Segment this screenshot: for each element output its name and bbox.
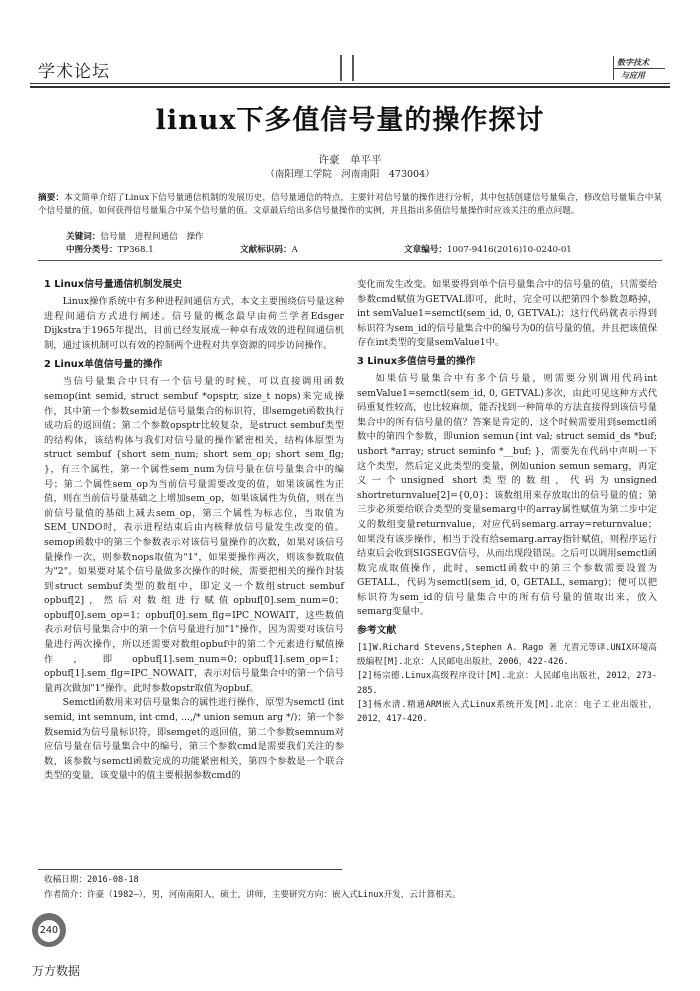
article-number-value: 1007-9416(2016)10-0240-01 [446,245,572,255]
journal-section-title: 学术论坛 [38,62,110,82]
paragraph: Linux操作系统中有多种进程间通信方式，本文主要围绕信号量这种进程间通信方式进行阐述。信号量的概念最早由荷兰学者Edsger Dijkstra于1965年提出，目前已经发展成一种卓有成效的进程间通信机制，通过该机制可以有效的控制两个进程对共享资源的同步访问操作。 [44,296,344,351]
paragraph: 变化而发生改变。如果要得到单个信号量集合中的信号量的值，只需要给参数cmd赋值为GETVAL即可，此时，完全可以把第四个参数忽略掉，int semValue1=semctl(sem_id, 0, GETVAL)；这行代码就表示得到标识符为sem_id的信号量集合中的编号为0的信号量的值，并且把该值保存在int类型的变量semValue1中。 [357,279,657,349]
doc-code [240,243,298,255]
page-number-badge [32,913,66,947]
abstract-rule [38,260,662,261]
section-heading-3: 3 Linux多值信号量的操作 [357,355,476,367]
reference-item: [2]杨宗德.Linux高级程序设计[M].北京：人民邮电出版社，2012，273-285. [357,671,657,696]
paragraph: Semctl函数用来对信号量集合的属性进行操作，原型为semctl (int semid, int semnum, int cmd, ...,/* union semun arg */)；第一个参数semid为信号量标识符，即semget的返回值，第二个参数semnum对应信号量在信号量集合中的编号，第三个参数cmd是需要我们关注的参数，该参数与semctl函数完成的功能紧密相关，第四个参数是一个联合类型的变量，该变量中的值主要根据参数cmd的 [44,697,344,782]
article-affiliation: （南阳理工学院 河南南阳 473004） [265,169,435,180]
header-rule-thick [30,86,670,88]
reference-item: [3]杨水清.精通ARM嵌入式Linux系统开发[M].北京：电子工业出版社，2012，417-420. [357,699,657,725]
doc-code-label: 文献标识码： [240,245,292,255]
abstract-block [38,192,662,217]
footnote-rule [38,869,342,870]
keywords-text: 信号量 进程间通信 操作 [100,232,204,242]
section-heading-1: 1 Linux信号量通信机制发展史 [44,279,183,290]
section-heading-2: 2 Linux单值信号量的操作 [44,359,163,371]
abstract-text: 本文简单介绍了Linux下信号量通信机制的发展历史，信号量通信的特点，主要针对信号量的操作进行分析，其中包括创建信号量集合，修改信号量集合中某个信号量的值，如何获得信号量集合中某个信号量的值。文章最后给出多信号量操作的实例，并且指出多值信号量操作时应该关注的重点问题。 [38,193,662,216]
references-heading: 参考文献 [357,625,397,637]
article-title: linux下多值信号量的操作探讨 [155,105,545,136]
page-number: 240 [38,920,60,942]
journal-logo [605,56,669,82]
article-number [404,243,572,255]
journal-logo-line2: 与应用 [621,71,645,80]
clc-number [66,243,154,255]
clc-value: TP368.1 [117,245,154,255]
header-divider-bars [336,55,360,81]
abstract-label: 摘要： [38,193,65,203]
left-column [44,278,344,784]
article-authors: 许豪 单平平 [318,154,382,166]
reference-item: [1]W.Richard Stevens,Stephen A. Rago 著 尤晋元等译.UNIX环境高级编程[M].北京：人民邮电出版社，2006，422-426. [357,643,657,668]
journal-logo-line1: 数字技术 [617,58,649,67]
paragraph: 当信号量集合中只有一个信号量的时候，可以直接调用函数semop(int semid, struct sembuf *opsptr, size_t nops)来完成操作，其中第一个参数semid是信号量集合的标识符，即semget函数执行成功后的返回值；第二个参数opsptr比较复杂，是struct sembuf类型的结构体，该结构体与我们对信号量的操作紧密相关，结构体原型为struct sembuf {short sem_num; short sem_op; short sem_flg; }，有三个属性，第一个属性sem_num为信号量在信号量集合中的编号；第二个属性sem_op为当前信号量需要改变的值，如果该属性为正值，则在当前信号量基础之上增加sem_op，如果该属性为负值，则在当前信号量值的基础上减去sem_op，第三个属性为标志位，当取值为SEM_UNDO时，表示进程结束后由内核释放信号量发生改变的值。semop函数中的第三个参数表示对该信号量操作的次数，如果对该信号量操作一次，则参数nops取值为"1"，如果要操作两次，则该参数取值为"2"。如果要对某个信号量做多次操作的时候，需要把相关的操作封装到struct sembuf类型的数组中，即定义一个数组struct sembuf opbuf[2]，然后对数组进行赋值opbuf[0].sem_num=0；opbuf[0].sem_op=1；opbuf[0].sem_flg=IPC_NOWAIT，这些数值表示对信号量集合中的第一个信号量进行加"1"操作，因为需要对该信号量进行两次操作，所以还需要对数组opbuf中的第二个元素进行赋值操作，即opbuf[1].sem_num=0；opbuf[1].sem_op=1；opbuf[1].sem_flg=IPC_NOWAIT，表示对信号量集合中的第一个信号量再次做加"1"操作。此时参数opstr取值为opbuf。 [44,376,344,694]
doc-code-value: A [291,245,298,255]
right-column [357,278,657,726]
keywords-label: 关键词： [66,232,101,242]
author-bio: 作者简介：许豪（1982—），男，河南南阳人，硕士，讲师，主要研究方向：嵌入式Linux开发，云计算相关。 [44,890,461,900]
header-rule [30,83,670,84]
paragraph: 如果信号量集合中有多个信号量，则需要分别调用代码int semValue1=semctl(sem_id, 0, GETVAL)多次，由此可见这种方式代码重复性较高，也比较麻烦，能否找到一种简单的方法直接得到该信号量集合中的所有信号量的值？答案是肯定的，这个时候需要用到semctl函数中的第四个参数，即union semun{int val; struct semid_ds *buf; ushort *array; struct seminfo *__buf; }，需要先在代码中声明一下这个类型，然后定义此类型的变量，例如union semun semarg，再定义一个unsigned short类型的数组，代码为unsigned shortreturnvalue[2]={0,0}；该数组用来存放取出的信号量的值；第三步必须要给联合类型的变量semarg中的array属性赋值为第二步中定义的数组变量returnvalue，对应代码semarg.array=returnvalue；如果没有该步操作，相当于没有给semarg.array指针赋值，则程序运行结束后会收到SIGSEGV信号，从而出现段错误。之后可以调用semctl函数完成取值操作，此时，semctl函数中的第三个参数需要设置为GETALL，代码为semctl(sem_id, 0, GETALL, semarg)；便可以把标识符为sem_id的信号量集合中的所有信号量的值取出来，放入semarg变量中。 [357,372,657,618]
publisher-watermark: 万方数据 [32,964,81,978]
clc-label: 中图分类号： [66,245,118,255]
keywords-line [66,230,204,242]
article-number-label: 文章编号： [404,245,447,255]
received-date: 收稿日期：2016-08-18 [44,875,139,885]
